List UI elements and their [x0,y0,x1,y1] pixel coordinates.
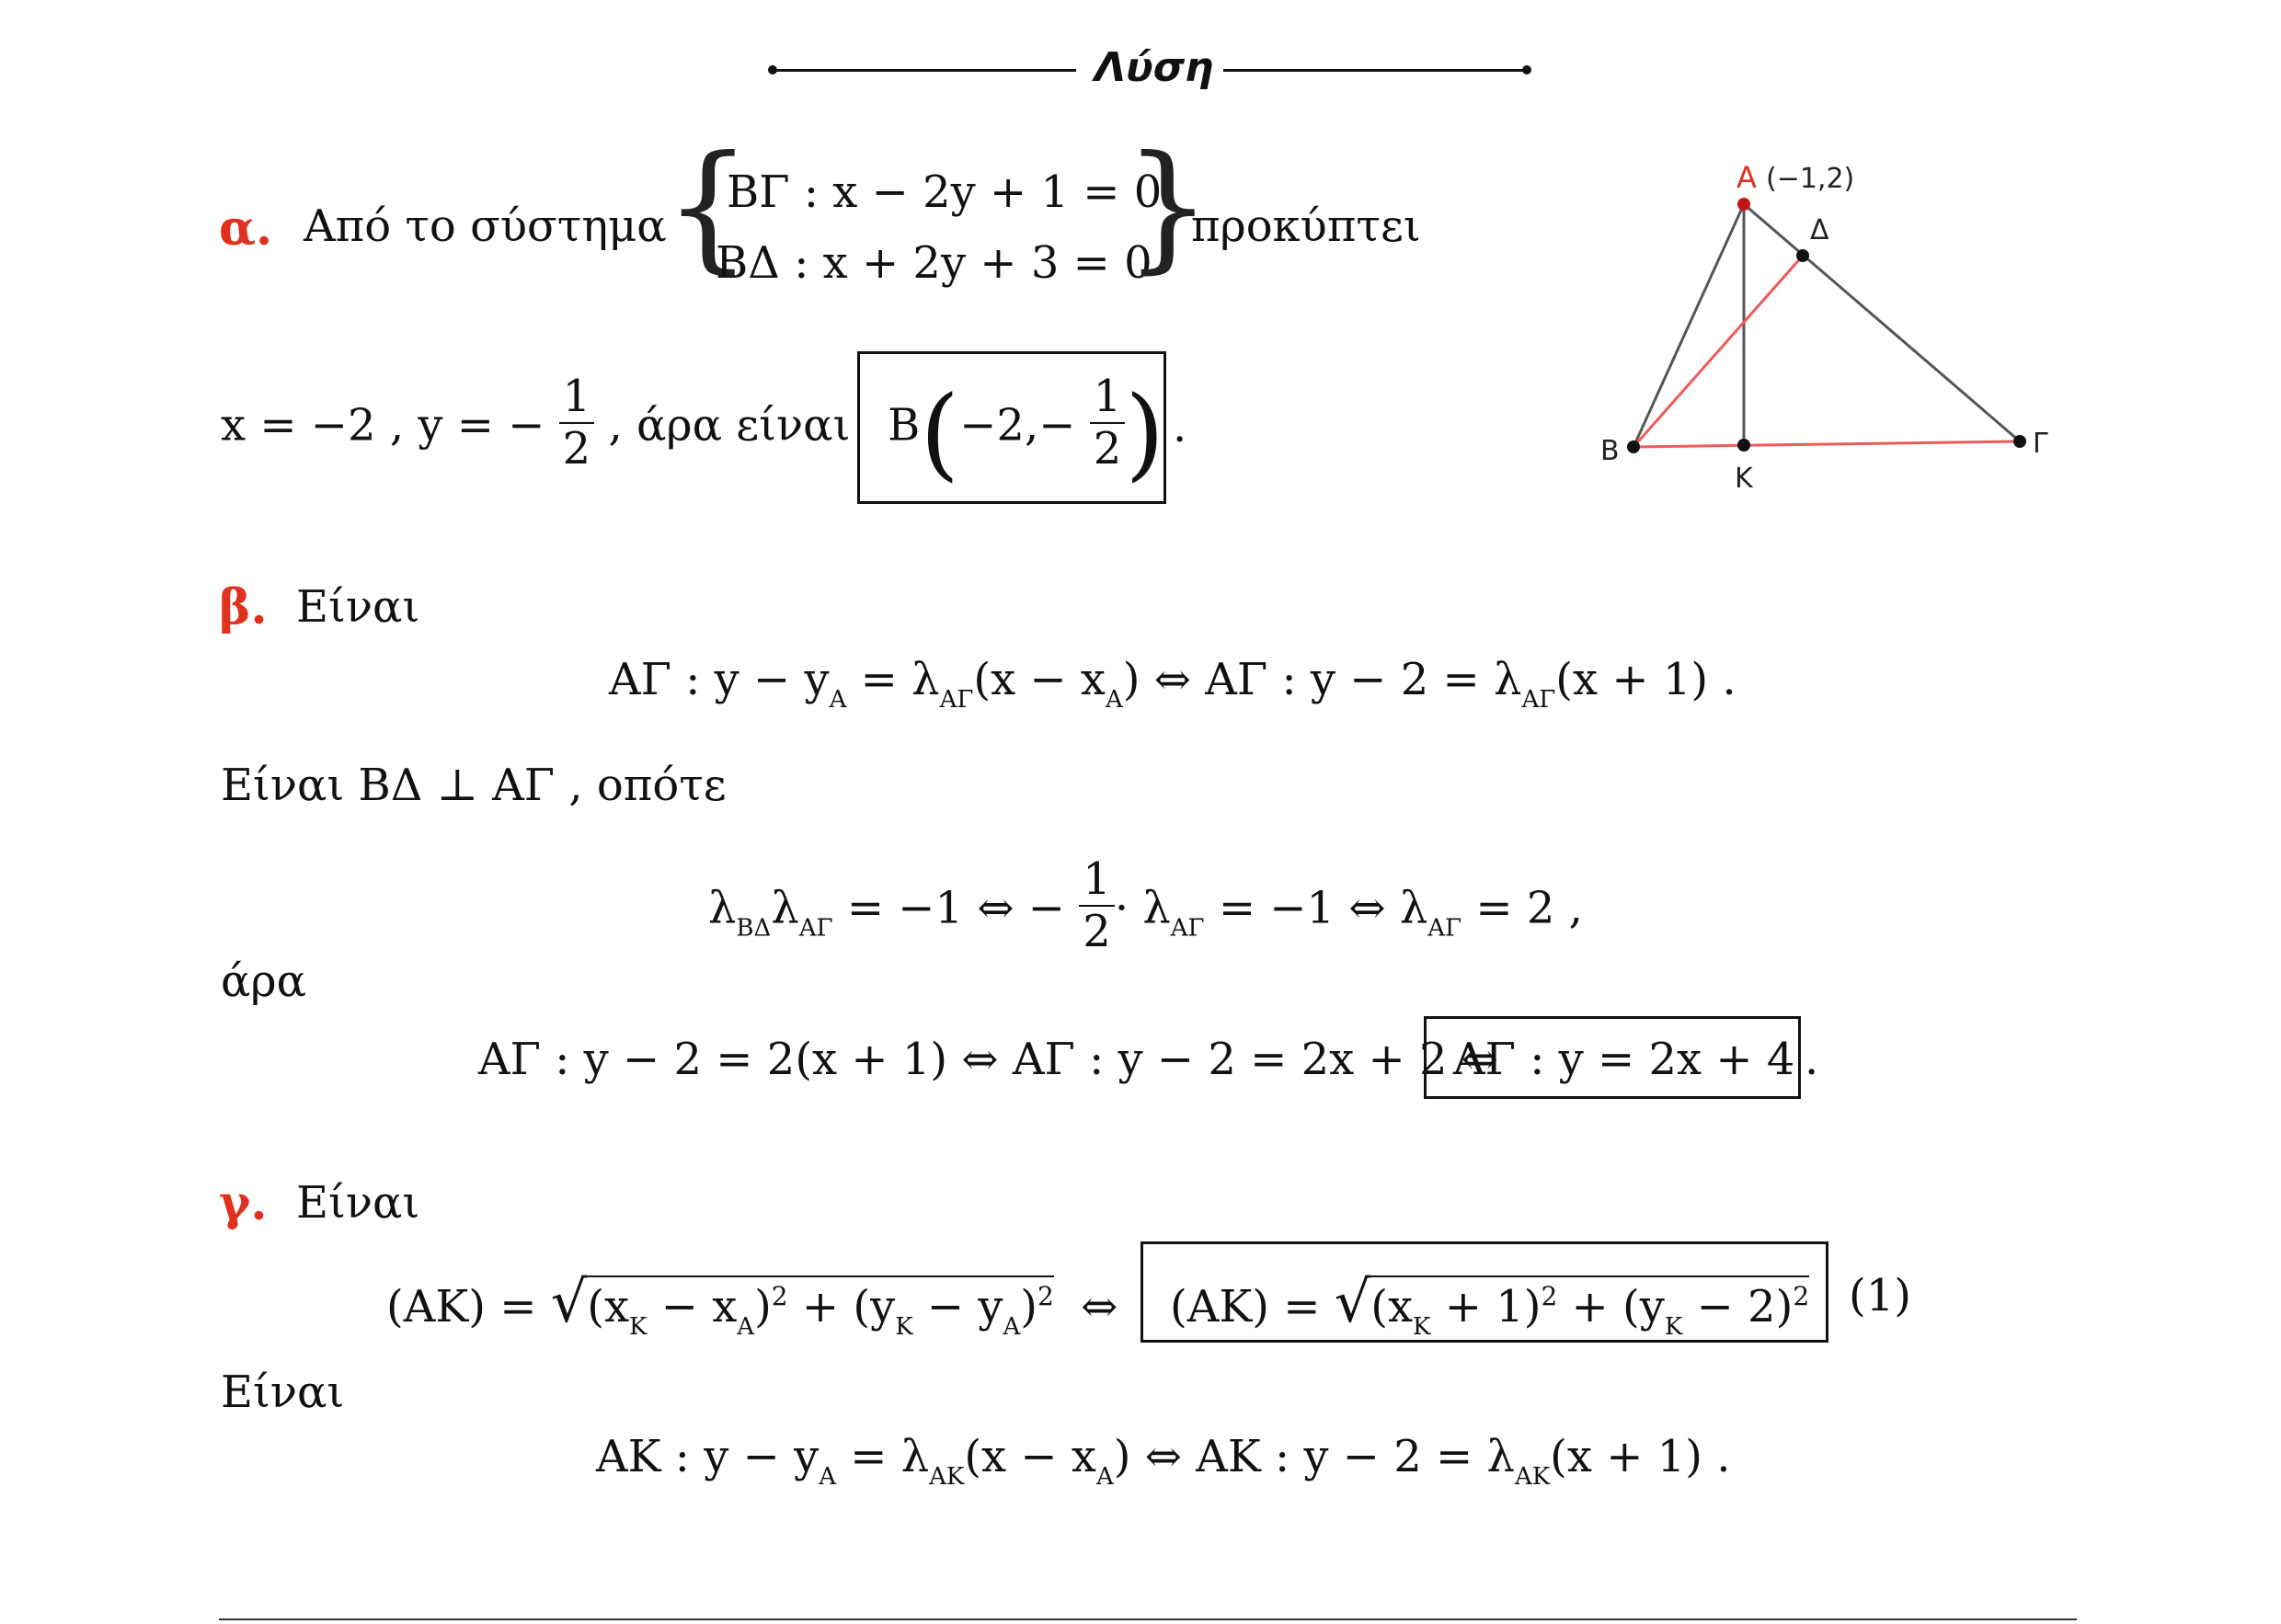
point-b-fraction: $\frac{1}{2}$ [1090,372,1126,475]
ak-distance-formula: $(AK) = √(x_K - x_A)^2 + (y_K - y_A)^2$ ⇔ [386,1268,1118,1341]
sqrt-radicand-2: $(x_K + 1)^2 + (y_K - 2)^2$ [1370,1275,1809,1332]
label-b: Β [1600,435,1620,467]
system-right-brace: } [1124,127,1212,287]
segment-bd [1633,256,1803,447]
part-b-intro: Είναι [296,581,420,633]
ag-equation: ΑΓ : $y - y_A = \lambda_{A\Gamma}(x - x_A)$ ⇔ ΑΓ : $y - 2 = \lambda_{A\Gamma}(x + 1)$ . [609,654,1737,714]
label-a: Α [1737,160,1757,195]
sqrt-symbol: √ [550,1268,588,1335]
ak-line-equation: ΑΚ : $y - y_A = \lambda_{AK}(x - x_A)$ ⇔ ΑΚ : $y - 2 = \lambda_{AK}(x + 1)$ . [596,1431,1731,1491]
label-k: Κ [1735,463,1753,495]
perpendicular-text: Είναι ΒΔ ⊥ ΑΓ , οπότε [221,760,727,811]
system-eq-1: ΒΓ : x − 2y + 1 = 0 [727,166,1163,218]
part-a-label: α. [219,200,273,257]
system-left-brace: { [664,127,752,287]
part-b-label: β. [219,579,268,635]
ara-text: άρα [221,955,307,1007]
ag-final-period: . [1805,1034,1819,1085]
title-rule-dot-right [1522,65,1531,74]
part-a-result-word: προκύπτει [1191,200,1421,252]
segment-bg [1633,441,2020,447]
label-d: Δ [1810,214,1829,246]
title-rule-right [1223,69,1527,72]
part-c-intro: Είναι [296,1177,420,1229]
part-a-intro: Από το σύστημα [304,200,667,252]
part-a-solution [221,371,851,480]
point-b [1627,440,1640,453]
equation-number: (1) [1849,1270,1911,1321]
point-a [1737,198,1750,211]
label-a-coord: (−1,2) [1766,163,1855,195]
part-c-eini: Είναι [221,1367,345,1418]
part-c-label: γ. [219,1175,268,1231]
sqrt-radicand: $(x_K - x_A)^2 + (y_K - y_A)^2$ [587,1275,1054,1332]
paren-close: ) [1125,373,1165,492]
page-title: Λύση [1095,44,1214,91]
segment-ag [1744,204,2020,441]
point-b-letter: Β [888,399,921,452]
sqrt-symbol-2: √ [1334,1268,1371,1335]
point-k [1737,439,1750,452]
solution-conclude: , άρα είναι [608,399,851,452]
point-g [2013,435,2026,448]
system-eq-2: ΒΔ : x + 2y + 3 = 0 [716,237,1152,289]
segment-ab [1633,204,1744,447]
ak-boxed-formula: $(AK) = √(x_K + 1)^2 + (y_K - 2)^2$ [1170,1268,1810,1341]
point-d [1796,249,1809,262]
half-fraction: $\frac{1}{2}$ [559,372,595,475]
slope-fraction: $\frac{1}{2}$ [1079,854,1115,957]
title-rule-left [773,69,1076,72]
triangle-figure [1582,156,2060,506]
label-g: Γ [2033,428,2048,460]
solution-xy: x = −2 , y = − [221,399,545,452]
point-b-coords: −2,− [959,399,1076,452]
slope-product-equation: $\lambda_{B\Delta}\lambda_{A\Gamma} = -1$ ⇔ − $\frac{1}{2}$ · $\lambda_{A\Gamma} = -1$ ⇔ $\lambda_{A\Gamma} = 2$ , [708,853,1583,958]
ag-final-derivation: ΑΓ : y − 2 = 2(x + 1) ⇔ ΑΓ : y − 2 = 2x + 2 ⇔ [478,1034,1498,1085]
bottom-rule [219,1618,2077,1620]
part-a-period: . [1173,401,1187,452]
point-b-text [888,371,1165,492]
paren-open: ( [920,373,960,492]
ag-final-result: ΑΓ : y = 2x + 4 [1453,1034,1795,1085]
